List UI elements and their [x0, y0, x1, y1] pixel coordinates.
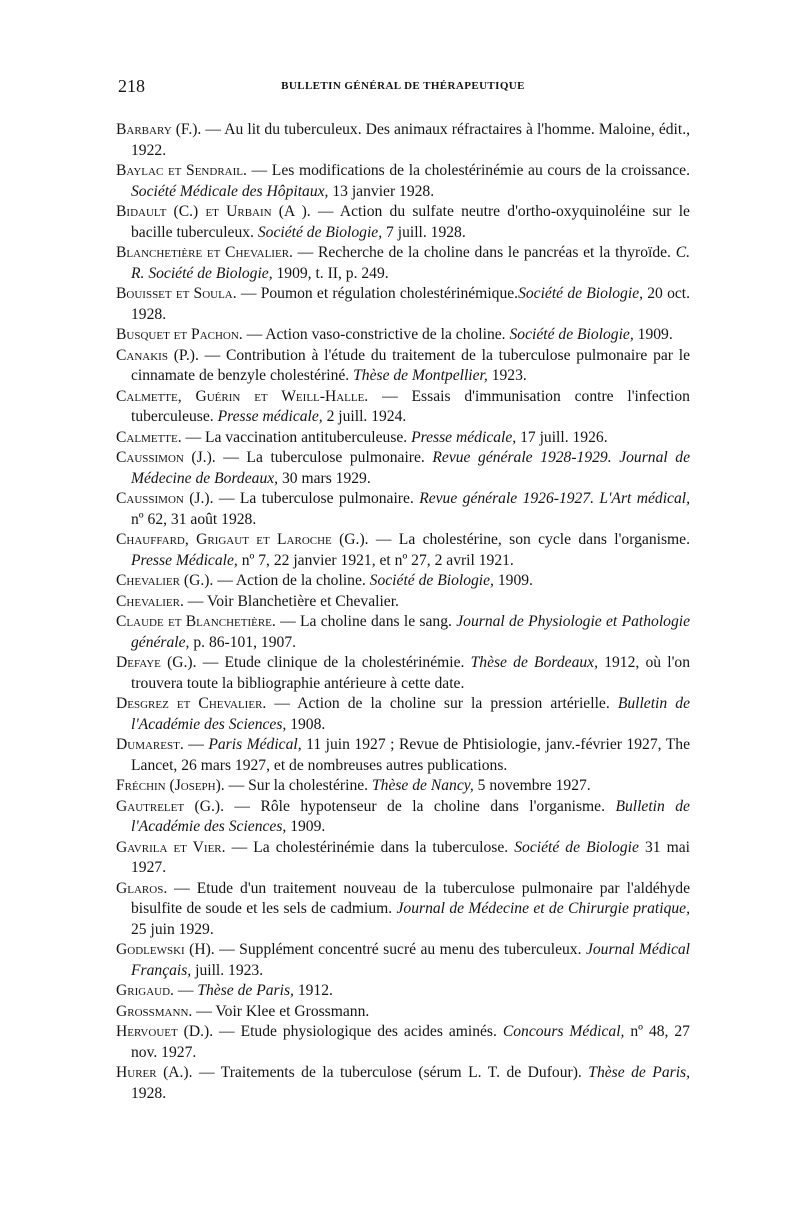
entry-authors: Grossmann. — [116, 1002, 193, 1020]
entry-authors: Gavrila et Vier. — [116, 838, 226, 856]
entry-authors: Grigaud. — [116, 982, 174, 999]
entry-source: Presse médicale, — [411, 428, 517, 446]
entry-source: C. R. Société de Biologie, — [131, 244, 690, 282]
bibliography-entry — [116, 161, 690, 202]
bibliography-entry — [116, 571, 690, 592]
entry-source: Bulletin de l'Académie des Sciences, — [131, 797, 690, 835]
entry-text: — Rôle hypotenseur de la choline dans l'organisme. — [223, 797, 616, 815]
entry-authors: Hervouet (D.). — [116, 1023, 214, 1040]
bibliography-entry — [116, 879, 690, 941]
entry-details: 20 oct. 1928. — [131, 285, 691, 323]
entry-details: 1909. — [286, 818, 326, 835]
entry-details: nº 48, 27 nov. 1927. — [131, 1023, 690, 1061]
entry-authors: Defaye (G.). — [116, 654, 197, 671]
bibliography-entry — [116, 694, 690, 735]
entry-source: Paris Médical, — [208, 736, 302, 753]
entry-text: — La tuberculose pulmonaire. — [213, 490, 420, 507]
entry-authors: Canakis (P.). — [116, 346, 199, 364]
bibliography-entry — [116, 202, 690, 243]
entry-source: Presse Médicale, — [131, 551, 238, 569]
entry-source: Journal de Physiologie et Pathologie générale, — [131, 613, 691, 651]
running-title: BULLETIN GÉNÉRAL DE THÉRAPEUTIQUE — [281, 80, 525, 92]
entry-text: — Action vaso-constrictive de la choline. — [242, 326, 510, 343]
entry-details: 30 mars 1929. — [278, 469, 371, 487]
entry-text: — La choline dans le sang. — [275, 613, 457, 630]
bibliography-entry — [116, 243, 690, 284]
entry-text: — Action de la choline sur la pression artérielle. — [266, 695, 618, 712]
entry-authors: Hurer (A.). — [116, 1064, 193, 1081]
entry-text: — Les modifications de la cholestérinémie au cours de la croissance. — [246, 162, 690, 179]
entry-details: 13 janvier 1928. — [328, 182, 435, 200]
entry-authors: Caussimon (J.). — [116, 490, 214, 507]
entry-details: 1909, t. II, p. 249. — [272, 264, 389, 282]
entry-authors: Barbary (F.). — [116, 121, 202, 138]
entry-details: 5 novembre 1927. — [473, 777, 591, 794]
entry-details: 2 juill. 1924. — [322, 408, 407, 425]
entry-authors: Chevalier. — [116, 592, 184, 610]
entry-source: Presse médicale, — [217, 408, 323, 425]
entry-text: — Etude clinique de la cholestérinémie. — [196, 654, 471, 671]
entry-text: — Sur la cholestérine. — [224, 777, 372, 794]
bibliography-entry — [116, 838, 690, 879]
bibliography-entry — [116, 981, 690, 1002]
bibliography-entry — [116, 1002, 690, 1023]
entry-authors: Chauffard, Grigaut et Laroche (G.). — [116, 531, 369, 548]
bibliography-entry — [116, 735, 690, 776]
entry-authors: Caussimon (J.). — [116, 449, 216, 466]
entry-text: — Poumon et régulation cholestérinémique. — [236, 285, 519, 302]
entry-details: juill. 1923. — [191, 961, 264, 979]
entry-source: Société de Biologie, — [509, 326, 634, 343]
bibliography-entry — [116, 1022, 690, 1063]
entry-details: 7 juill. 1928. — [382, 223, 466, 241]
entry-authors: Busquet et Pachon. — [116, 326, 243, 343]
entry-authors: Glaros. — [116, 879, 168, 897]
entry-details: 1912. — [293, 982, 333, 999]
bibliography-entry — [116, 387, 690, 428]
bibliography-entry — [116, 612, 690, 653]
entry-details: 17 juill. 1926. — [516, 428, 608, 446]
entry-authors: Bidault (C.) et Urbain (A ). — [116, 203, 311, 220]
entry-authors: Blanchetière et Chevalier. — [116, 244, 293, 261]
page-number: 218 — [118, 76, 145, 96]
entry-details: p. 86-101, 1907. — [189, 633, 297, 651]
entry-details: 1909. — [493, 572, 533, 589]
entry-text: — La cholestérine, son cycle dans l'organisme. — [368, 531, 690, 548]
entry-authors: Calmette, Guérin et Weill-Halle. — [116, 387, 369, 405]
bibliography-entry — [116, 776, 690, 797]
entry-text: — Voir Blanchetière et Chevalier. — [183, 592, 399, 610]
entry-details: nº 7, 22 janvier 1921, et nº 27, 2 avril 1921. — [237, 551, 514, 569]
entry-authors: Baylac et Sendrail. — [116, 162, 247, 179]
entry-authors: Desgrez et Chevalier. — [116, 695, 267, 712]
entry-source: Thèse de Nancy, — [371, 777, 474, 794]
bibliography-entry — [116, 653, 690, 694]
entry-source: Société de Biologie — [514, 838, 639, 856]
entry-details: 1928. — [131, 1084, 167, 1102]
entry-text: — — [173, 982, 198, 999]
entry-source: Thèse de Bordeaux, — [470, 654, 599, 671]
entry-source: Journal de Médecine et de Chirurgie pratique, — [396, 900, 690, 917]
entry-text: — Contribution à l'étude du traitement de la tuberculose pulmonaire par le cinnamate de benzyle cholestériné. — [131, 346, 691, 384]
bibliography-entry — [116, 1063, 690, 1104]
entry-text: — Au lit du tuberculeux. Des animaux réfractaires à l'homme. Maloine, édit., 1922. — [131, 121, 690, 159]
bibliography-entry — [116, 120, 690, 161]
entry-source: Concours Médical, — [502, 1023, 625, 1040]
entry-text: — La tuberculose pulmonaire. — [215, 449, 433, 466]
entry-details: 11 juin 1927 ; Revue de Phtisiologie, janv.-février 1927, The Lancet, 26 mars 1927, et de nombreuses autres publications. — [131, 736, 690, 774]
entry-authors: Godlewski (H). — [116, 941, 215, 958]
entry-text: — Etude physiologique des acides aminés. — [213, 1023, 503, 1040]
entry-source: Société de Biologie, — [369, 572, 494, 589]
bibliography-entry — [116, 448, 690, 489]
entry-text: — Etude d'un traitement nouveau de la tuberculose pulmonaire par l'aldéhyde bisulfite de soude et les sels de cadmium. — [131, 879, 690, 917]
entry-source: Thèse de Montpellier, — [353, 367, 488, 384]
entry-source: Revue générale 1928-1929. Journal de Médecine de Bordeaux, — [131, 449, 690, 487]
bibliography-entry — [116, 428, 690, 449]
entry-text: — Voir Klee et Grossmann. — [192, 1002, 370, 1020]
page-header — [118, 76, 688, 100]
bibliography-entry — [116, 797, 690, 838]
entry-text: — Action du sulfate neutre d'ortho-oxyquinoléine sur le bacille tuberculeux. — [131, 203, 690, 241]
entry-authors: Gautrelet (G.). — [116, 797, 224, 815]
entry-source: Revue générale 1926-1927. L'Art médical, — [419, 490, 690, 507]
entry-details: 31 mai 1927. — [131, 838, 690, 876]
entry-source: Thèse de Paris, — [588, 1064, 690, 1081]
entry-text: — Traitements de la tuberculose (sérum L. T. de Dufour). — [192, 1064, 589, 1081]
entry-source: Société Médicale des Hôpitaux, — [131, 182, 329, 200]
entry-details: nº 62, 31 août 1928. — [131, 510, 257, 528]
entry-text: — Supplément concentré sucré au menu des tuberculeux. — [214, 941, 586, 958]
entry-text: — Recherche de la choline dans le pancréas et la thyroïde. — [292, 244, 676, 261]
entry-text: — — [183, 736, 209, 753]
bibliography-entry — [116, 530, 690, 571]
entry-source: Journal Médical Français, — [131, 941, 690, 979]
entry-text: — La cholestérinémie dans la tuberculose. — [225, 838, 515, 856]
bibliography-entry — [116, 325, 690, 346]
entry-authors: Claude et Blanchetière. — [116, 613, 276, 630]
bibliography-entry — [116, 940, 690, 981]
entry-text: — Essais d'immunisation contre l'infection tuberculeuse. — [131, 387, 690, 425]
entry-details: 1909. — [633, 326, 673, 343]
entry-details: 25 juin 1929. — [131, 920, 214, 938]
entry-source: Thèse de Paris, — [197, 982, 294, 999]
entry-details: 1923. — [487, 367, 527, 384]
bibliography-entry — [116, 346, 690, 387]
bibliography-list — [116, 120, 690, 1104]
entry-source: Bulletin de l'Académie des Sciences, — [131, 695, 690, 733]
entry-authors: Bouisset et Soula. — [116, 285, 237, 302]
bibliography-entry — [116, 489, 690, 530]
entry-authors: Calmette. — [116, 428, 182, 446]
entry-authors: Chevalier (G.). — [116, 572, 214, 589]
bibliography-entry — [116, 592, 690, 613]
entry-authors: Dumarest. — [116, 736, 184, 753]
bibliography-entry — [116, 284, 690, 325]
entry-text: — La vaccination antituberculeuse. — [181, 428, 412, 446]
entry-source: Société de Biologie, — [518, 285, 644, 302]
entry-authors: Fréchin (Joseph). — [116, 777, 225, 794]
entry-source: Société de Biologie, — [257, 223, 383, 241]
entry-details: 1908. — [286, 715, 326, 733]
entry-text: — Action de la choline. — [213, 572, 370, 589]
entry-details: 1912, où l'on trouvera toute la bibliographie antérieure à cette date. — [131, 654, 690, 692]
